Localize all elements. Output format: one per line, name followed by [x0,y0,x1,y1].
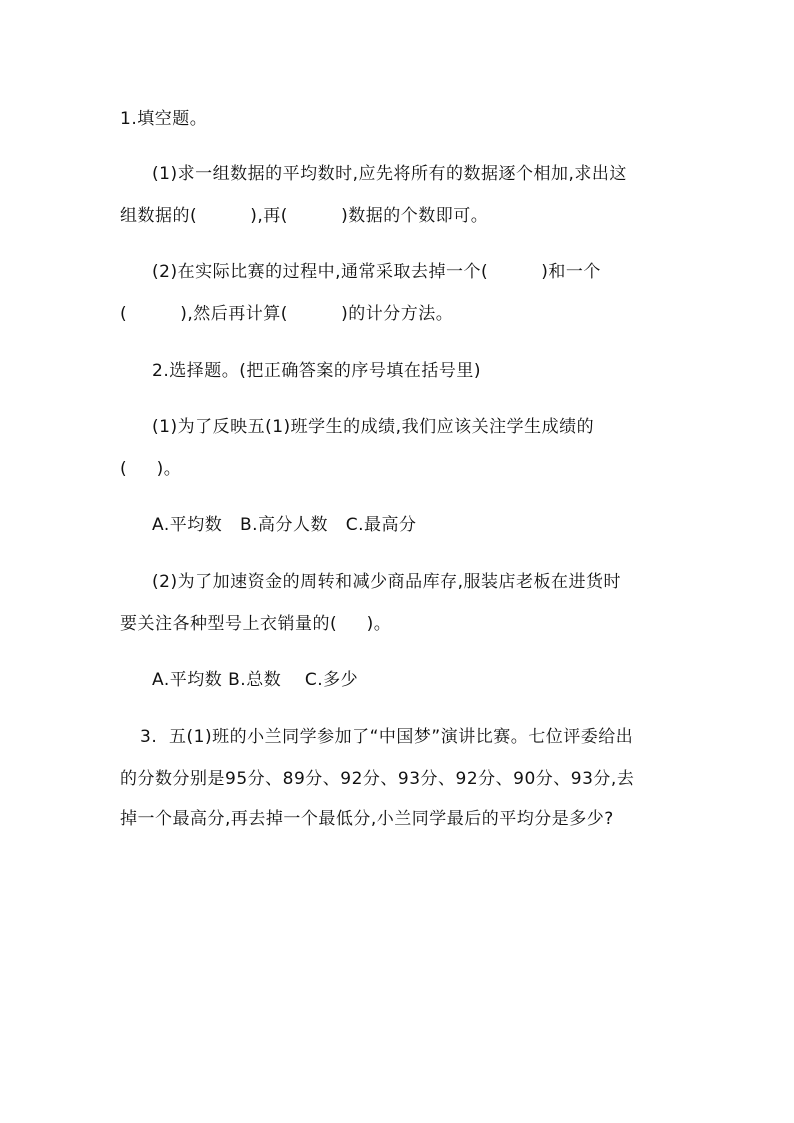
question-1-part-1-line-1: (1)求一组数据的平均数时,应先将所有的数据逐个相加,求出这 [152,164,627,184]
question-2-sub-2-options: A.平均数 B.总数 C.多少 [152,670,359,690]
question-2-heading: 2.选择题。(把正确答案的序号填在括号里) [152,361,481,381]
question-2-sub-1-options: A.平均数 B.高分人数 C.最高分 [152,515,417,535]
question-2-sub-2-line-2: 要关注各种型号上衣销量的( )。 [120,614,392,634]
question-1-part-2-line-2: ( ),然后再计算( )的计分方法。 [120,304,454,324]
question-3-line-2: 的分数分别是95分、89分、92分、93分、92分、90分、93分,去 [120,769,635,789]
question-1-part-2-line-1: (2)在实际比赛的过程中,通常采取去掉一个( )和一个 [152,262,601,282]
question-1-heading: 1.填空题。 [120,109,208,129]
question-1-part-1-line-2: 组数据的( ),再( )数据的个数即可。 [120,206,489,226]
question-2-sub-1-line-2: ( )。 [120,459,182,479]
question-2-sub-1-line-1: (1)为了反映五(1)班学生的成绩,我们应该关注学生成绩的 [152,417,595,437]
question-3-line-1: 3. 五(1)班的小兰同学参加了“中国梦”演讲比赛。七位评委给出 [140,727,634,747]
question-2-sub-2-line-1: (2)为了加速资金的周转和减少商品库存,服装店老板在进货时 [152,572,621,592]
question-3-line-3: 掉一个最高分,再去掉一个最低分,小兰同学最后的平均分是多少? [120,809,614,829]
